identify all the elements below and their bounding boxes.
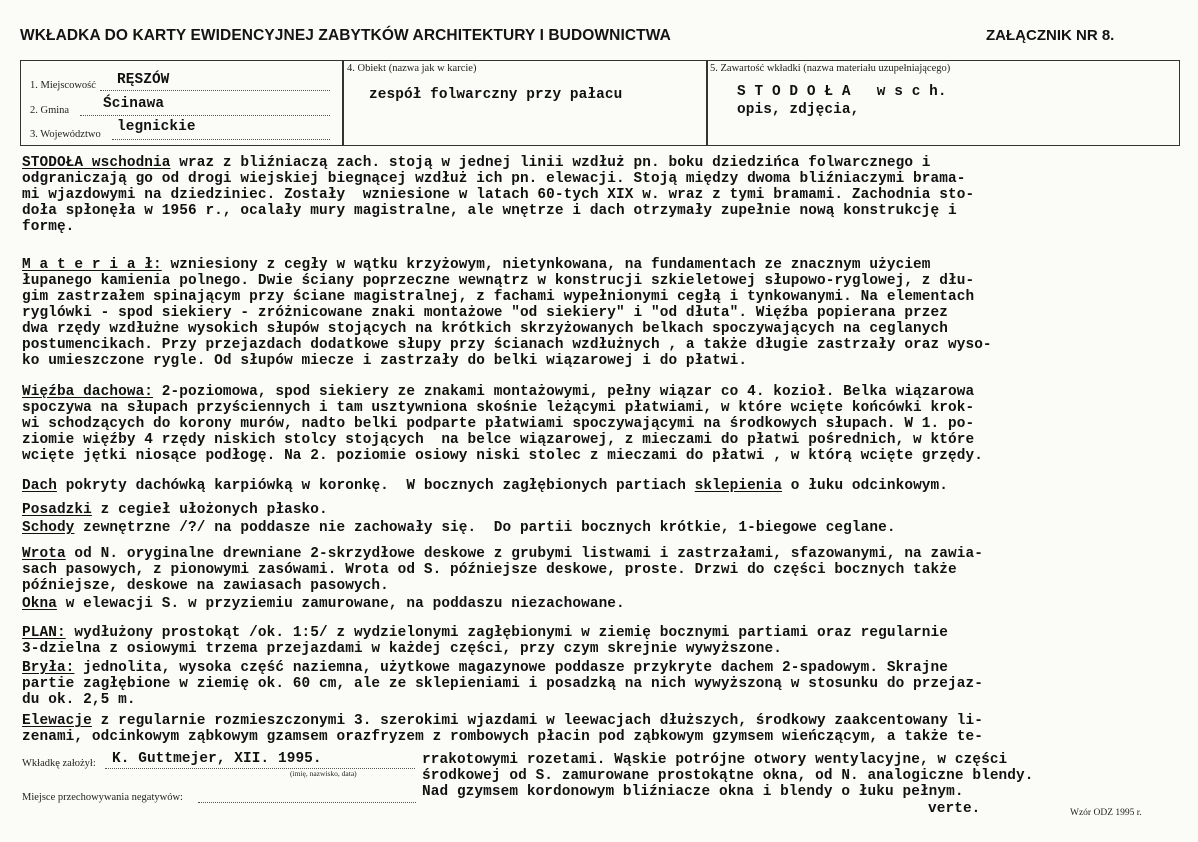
- obiekt-label: 4. Obiekt (nazwa jak w karcie): [347, 63, 477, 74]
- zalozyl-label: Wkładkę założył:: [22, 758, 96, 769]
- body-text: od N. oryginalne drewniane 2-skrzydłowe deskowe z grubymi listwami i zastrzałami, sfazowanymi, na zawia-: [65, 546, 983, 562]
- wojewodztwo-dots: [112, 139, 330, 140]
- body-line: partie zagłębione w ziemię ok. 60 cm, ale ze sklepieniami i posadzką na nich wywyższoną w stosunku do przejaz-: [22, 676, 983, 692]
- body-line: [22, 625, 948, 641]
- attachment-number: ZAŁĄCZNIK NR 8.: [986, 27, 1115, 44]
- body-line: [22, 546, 983, 562]
- miejscowosc-value: RĘSZÓW: [117, 72, 170, 88]
- body-line: mi wjazdowymi na dziedziniec. Zostały wzniesione w latach 60-tych XIX w. wraz z tymi bramami. Zachodnia sto-: [22, 187, 975, 203]
- body-line: ziomie więźby 4 rzędy niskich stolcy stojących na belce wiązarowej, z mieczami do płatwi pośrednich, w które: [22, 432, 975, 448]
- obiekt-value: zespół folwarczny przy pałacu: [369, 87, 623, 103]
- body-line: spoczywa na słupach przyściennych i tam usztywniona skośnie leżącymi płatwiami, w które wcięte końcówki krok-: [22, 400, 975, 416]
- body-line: dwa rzędy wzdłużne wysokich słupów stojących na krótkich skrzyżowanych belkach spoczywających na ceglanych: [22, 321, 948, 337]
- verte: verte.: [928, 801, 981, 817]
- body-line: późniejsze, deskowe na zawiasach pasowych.: [22, 578, 389, 594]
- body-text: w elewacji S. w przyziemiu zamurowane, na poddaszu niezachowane.: [56, 596, 625, 612]
- body-line: [22, 520, 896, 536]
- section-title-bryla: Bryła:: [22, 660, 75, 676]
- body-line: ko umieszczone rygle. Od słupów miecze i zastrzały do belki wiązarowej i do płatwi.: [22, 353, 748, 369]
- body-line: postumencikach. Przy przejazdach dodatkowe słupy przy ścianach wzdłużnych , a także długie zastrzały oraz wyso-: [22, 337, 992, 353]
- body-text: z cegieł ułożonych płasko.: [91, 502, 328, 518]
- wojewodztwo-value: legnickie: [117, 119, 196, 135]
- body-line: [22, 155, 931, 171]
- section-title-elewacje: Elewacje: [22, 713, 92, 729]
- body-line: [22, 713, 983, 729]
- body-line: ryglówki - spod siekiery - zróżnicowane znaki montażowe "od siekiery" i "od dłuta". Więźba popierana przez: [22, 305, 948, 321]
- body-line: gim zastrzałem spinającym przy ściane magistralnej, z fachami wypełnionymi cegłą i tynkowanymi. Na elementach: [22, 289, 975, 305]
- body-line: [22, 384, 974, 400]
- body-text: o łuku odcinkowym.: [782, 478, 949, 494]
- section-title-wiezba: Więźba dachowa:: [22, 384, 154, 400]
- body-line: formę.: [22, 219, 75, 235]
- body-line: [22, 596, 625, 612]
- section-title-schody: Schody: [22, 520, 75, 536]
- body-line: łupanego kamienia polnego. Dwie ściany poprzeczne wewnątrz w konstrucji szkieletowej słupowo-ryglowej, z dłu-: [22, 273, 975, 289]
- body-line: odgraniczają go od drogi wiejskiej biegnącej wzdłuż ich pn. elewacji. Stoją między dwoma bliźniaczymi brama-: [22, 171, 966, 187]
- body-line: sach pasowych, z pionowymi zasówami. Wrota od S. późniejsze deskowe, proste. Drzwi do części bocznych także: [22, 562, 957, 578]
- body-line: 3-dzielna z osiowymi trzema przejazdami w każdej części, przy czym skrejnie wywyższone.: [22, 641, 783, 657]
- gmina-value: Ścinawa: [103, 96, 165, 112]
- body-line: zenami, odcinkowym ząbkowym gzamsem orazfryzem z rombowych płacin pod ząbkowym gzymsem wieńczącym, a także te-: [22, 729, 983, 745]
- body-line: środkowej od S. zamurowane prostokątne okna, od N. analogiczne blendy.: [422, 768, 1034, 784]
- body-line: wi schodzących do korony murów, nadto belki podparte płatwiami spoczywającymi na środkowych słupach. W 1. po-: [22, 416, 975, 432]
- zawartosc-value-2: opis, zdjęcia,: [737, 102, 860, 118]
- miejsce-dots: [198, 802, 416, 803]
- zalozyl-hint: (imię, nazwisko, data): [290, 769, 357, 778]
- body-line: wcięte jętki niosące podłogę. Na 2. poziomie osiowy niski stolec z mieczami do płatwi , w którą wcięte grzędy.: [22, 448, 983, 464]
- section-title-wrota: Wrota: [22, 546, 66, 562]
- miejscowosc-label: 1. Miejscowość: [30, 80, 96, 91]
- body-line: [22, 502, 328, 518]
- body-line: [22, 478, 948, 494]
- miejscowosc-dots: [100, 90, 330, 91]
- wojewodztwo-label: 3. Województwo: [30, 129, 101, 140]
- section-title-stodola: STODOŁA wschodnia: [22, 155, 171, 171]
- body-line: doła spłonęła w 1956 r., ocalały mury magistralne, ale wnętrze i dach otrzymały zupełnie nową konstrukcję i: [22, 203, 957, 219]
- body-line: Nad gzymsem kordonowym bliźniacze okna i blendy o łuku pełnym.: [422, 784, 964, 800]
- miejsce-label: Miejsce przechowywania negatywów:: [22, 792, 183, 803]
- zawartosc-label: 5. Zawartość wkładki (nazwa materiału uzupełniającego): [710, 63, 951, 74]
- body-text: wydłużony prostokąt /ok. 1:5/ z wydzielonymi zagłębionymi w ziemię bocznymi partiami oraz regularnie: [65, 625, 949, 641]
- body-text: jednolita, wysoka część naziemna, użytkowe magazynowe poddasze przykryte dachem 2-spadowym. Skrajne: [74, 660, 948, 676]
- body-text: wraz z bliźniaczą zach. stoją w jednej linii wzdłuż pn. boku dziedzińca folwarcznego i: [170, 155, 931, 171]
- body-line: du ok. 2,5 m.: [22, 692, 136, 708]
- gmina-label: 2. Gmina: [30, 105, 70, 116]
- body-line: [22, 257, 931, 273]
- zalozyl-value: K. Guttmejer, XII. 1995.: [112, 751, 322, 767]
- body-text: 2-poziomowa, spod siekiery ze znakami montażowymi, pełny wiązar co 4. kozioł. Belka wiązarowa: [153, 384, 975, 400]
- zawartosc-value-1: S T O D O Ł A w s c h.: [737, 84, 947, 100]
- zalozyl-dots: [105, 768, 415, 769]
- sklepienia-word: sklepienia: [694, 478, 783, 494]
- wzor-note: Wzór ODZ 1995 r.: [1070, 808, 1142, 818]
- body-text: z regularnie rozmieszczonymi 3. szerokimi wjazdami w leewacjach dłuższych, środkowy zaakcentowany li-: [91, 713, 983, 729]
- body-text: zewnętrzne /?/ na poddasze nie zachowały się. Do partii bocznych krótkie, 1-biegowe ceglane.: [74, 520, 896, 536]
- gmina-dots: [80, 115, 330, 116]
- form-title: WKŁADKA DO KARTY EWIDENCYJNEJ ZABYTKÓW ARCHITEKTURY I BUDOWNICTWA: [20, 27, 671, 44]
- body-line: [22, 660, 948, 676]
- section-title-material: M a t e r i a ł:: [22, 257, 162, 273]
- body-text: wzniesiony z cegły w wątku krzyżowym, nietynkowana, na fundamentach ze znacznym użyciem: [161, 257, 931, 273]
- section-title-dach: Dach: [22, 478, 57, 494]
- section-title-okna: Okna: [22, 596, 57, 612]
- section-title-posadzki: Posadzki: [22, 502, 92, 518]
- section-title-plan: PLAN:: [22, 625, 66, 641]
- body-text: pokryty dachówką karpiówką w koronkę. W bocznych zagłębionych partiach: [56, 478, 695, 494]
- body-line: rrakotowymi rozetami. Wąskie potrójne otwory wentylacyjne, w części: [422, 752, 1008, 768]
